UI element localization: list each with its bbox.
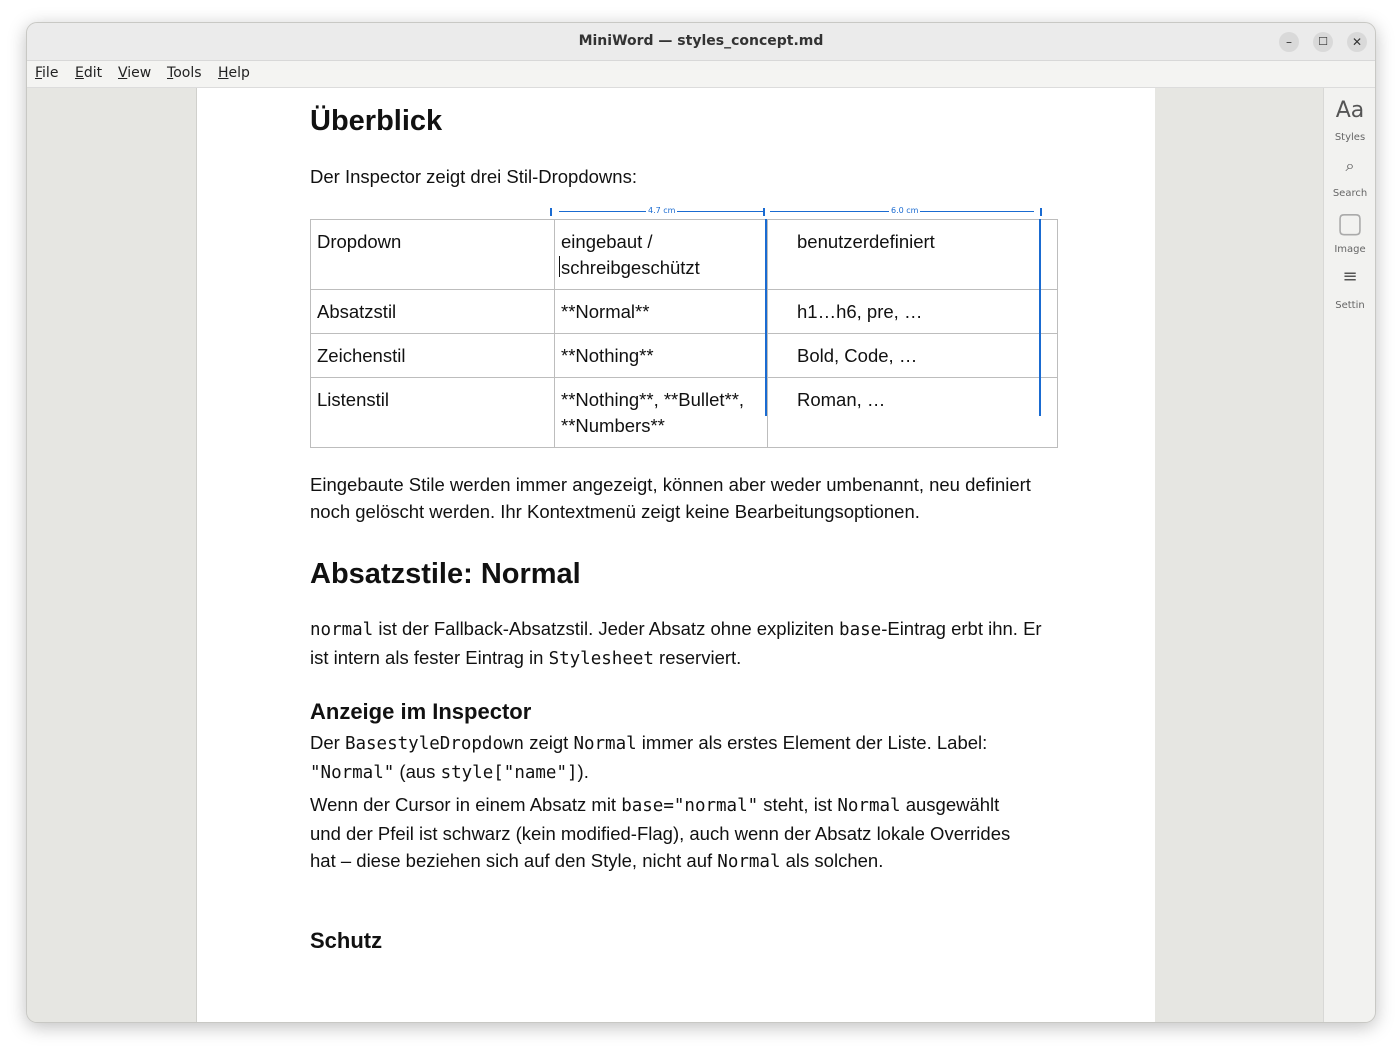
heading-inspector: Anzeige im Inspector xyxy=(310,699,532,724)
table-cell[interactable]: benutzerdefiniert xyxy=(768,220,1058,290)
heading-schutz: Schutz xyxy=(310,928,383,953)
close-button[interactable]: ✕ xyxy=(1347,32,1367,52)
text-span: immer als erstes Element der Liste. Label: xyxy=(636,732,988,753)
heading-overview: Überblick xyxy=(310,105,443,137)
maximize-button[interactable]: ☐ xyxy=(1313,32,1333,52)
code-span: Normal xyxy=(837,796,901,816)
ruler-marker-col2[interactable] xyxy=(550,208,552,216)
ruler-width-col3: 6.0 cm xyxy=(891,206,919,215)
table-cell[interactable]: **Normal** xyxy=(555,290,768,334)
title-bar[interactable] xyxy=(27,23,1375,61)
document-page[interactable] xyxy=(196,88,1156,1022)
code-span: normal xyxy=(310,620,374,640)
code-span: Normal xyxy=(573,734,637,754)
settings-icon[interactable]: ≡ xyxy=(1342,266,1358,287)
intro-paragraph: Der Inspector zeigt drei Stil-Dropdowns: xyxy=(310,166,637,187)
menu-tools[interactable]: Tools xyxy=(167,65,202,81)
table-cell[interactable]: Zeichenstil xyxy=(311,334,555,378)
inspector-sidebar xyxy=(1323,88,1376,1022)
text-span: steht, ist xyxy=(758,794,838,815)
menu-file[interactable]: File xyxy=(35,65,59,81)
window-title: MiniWord — styles_concept.md xyxy=(578,33,824,49)
menu-bar xyxy=(27,61,1375,88)
search-icon[interactable]: ⌕ xyxy=(1345,156,1355,175)
menu-edit[interactable]: Edit xyxy=(75,65,103,81)
table-cell[interactable]: Absatzstil xyxy=(311,290,555,334)
table-cell[interactable]: Dropdown xyxy=(311,220,555,290)
heading-normal: Absatzstile: Normal xyxy=(310,558,581,590)
inspector-paragraph-2 xyxy=(310,791,1025,876)
code-span: Normal xyxy=(717,852,781,872)
text-span: Der xyxy=(310,732,345,753)
right-margin-area xyxy=(1155,88,1323,1022)
menu-view[interactable]: View xyxy=(118,65,152,81)
code-span: style["name"] xyxy=(440,763,578,783)
table-cell[interactable]: Listenstil xyxy=(311,378,555,448)
image-icon[interactable]: ▢ xyxy=(1336,206,1364,239)
table-row xyxy=(311,378,1058,448)
text-span: ausgewählt und der Pfeil ist schwarz (kein modified-Flag), auch wenn der Absatz lokale Overrides hat – diese beziehen sich auf den Style, nicht auf xyxy=(310,794,1011,871)
left-margin-area xyxy=(27,88,196,1022)
code-span: base="normal" xyxy=(621,796,759,816)
builtin-paragraph: Eingebaute Stile werden immer angezeigt, können aber weder umbenannt, neu definiert noch gelöscht werden. Ihr Kontextmenü zeigt keine Bearbeitungsoptionen. xyxy=(310,474,1031,522)
sidebar-label-styles[interactable]: Styles xyxy=(1334,132,1366,143)
text-span: zeigt xyxy=(524,732,574,753)
sidebar-label-search[interactable]: Search xyxy=(1332,188,1368,199)
normal-paragraph xyxy=(310,615,1050,673)
table-row xyxy=(311,220,1058,290)
ruler-marker-col3[interactable] xyxy=(763,208,765,216)
table-cell[interactable]: Roman, … xyxy=(768,378,1058,448)
table-cell[interactable]: **Nothing** xyxy=(555,334,768,378)
sidebar-label-settings[interactable]: Settin xyxy=(1335,300,1365,311)
inspector-paragraph-1 xyxy=(310,729,1040,787)
table-row xyxy=(311,334,1058,378)
minimize-button[interactable]: – xyxy=(1279,32,1299,52)
text-span: ). xyxy=(577,761,589,782)
ruler-marker-end[interactable] xyxy=(1040,208,1042,216)
code-span: Stylesheet xyxy=(548,649,654,669)
code-span: "Normal" xyxy=(310,763,395,783)
table-cell[interactable]: h1…h6, pre, … xyxy=(768,290,1058,334)
sidebar-label-image[interactable]: Image xyxy=(1334,244,1366,255)
text-cursor xyxy=(559,256,560,277)
table-row xyxy=(311,290,1058,334)
text-span: ist der Fallback-Absatzstil. Jeder Absatz ohne expliziten xyxy=(373,618,840,639)
styles-table[interactable] xyxy=(310,219,1058,448)
table-cell[interactable]: Bold, Code, … xyxy=(768,334,1058,378)
menu-help[interactable]: Help xyxy=(218,65,250,81)
text-span: -Eintrag erbt ihn. Er ist intern als fester Eintrag in xyxy=(310,618,1042,668)
styles-icon[interactable]: Aa xyxy=(1335,98,1365,123)
text-span: reserviert. xyxy=(653,647,742,668)
table-cell[interactable]: **Nothing**, **Bullet**, **Numbers** xyxy=(555,378,768,448)
text-span: Wenn der Cursor in einem Absatz mit xyxy=(310,794,622,815)
code-span: base xyxy=(839,620,882,640)
text-span: (aus xyxy=(394,761,441,782)
code-span: BasestyleDropdown xyxy=(344,734,525,754)
column-resize-handle-end[interactable] xyxy=(1039,219,1041,416)
table-cell[interactable]: eingebaut / schreibgeschützt xyxy=(555,220,768,290)
app-window xyxy=(26,22,1376,1023)
text-span: als solchen. xyxy=(780,850,884,871)
column-resize-handle-col3[interactable] xyxy=(765,219,767,416)
ruler-width-col2: 4.7 cm xyxy=(648,206,676,215)
